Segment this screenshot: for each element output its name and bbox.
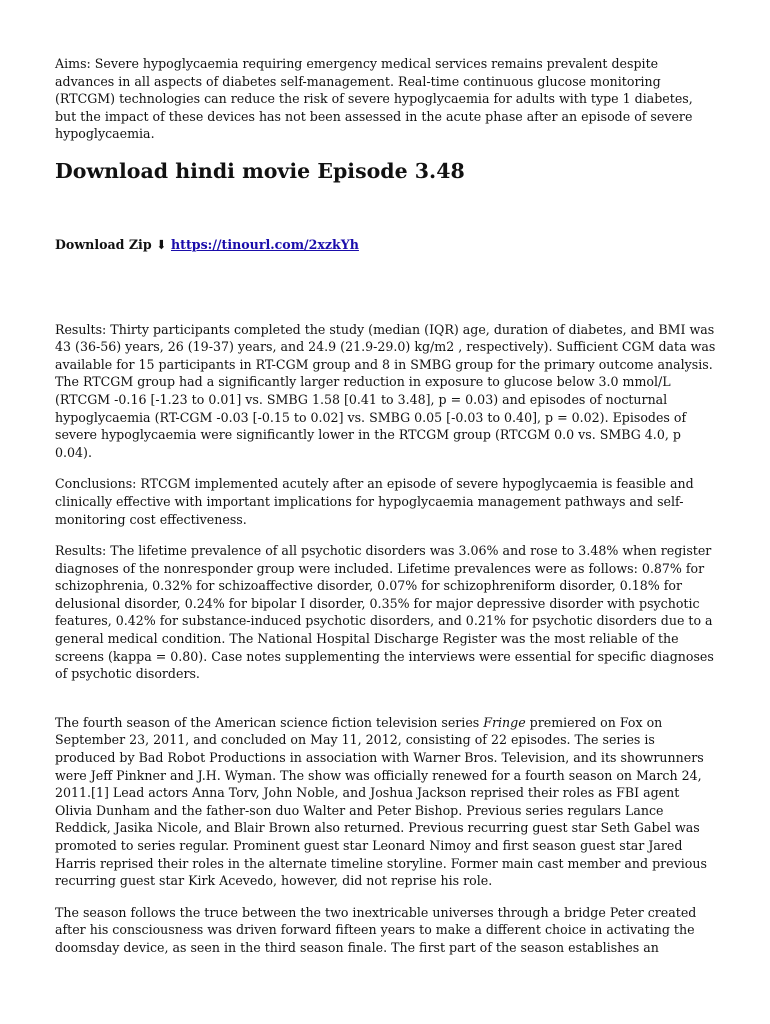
download-icon: ⬇ <box>156 236 167 252</box>
download-line <box>55 236 717 254</box>
results-paragraph-2: Results: The lifetime prevalence of all psychotic disorders was 3.06% and rose to 3.48% when register diagnoses of the nonresponder group were included. Lifetime prevalences were as follows: 0.87% for schizophrenia, 0.32% for schizoaffective disorder, 0.07% for schizophreniform disorder, 0.18% for delusional disorder, 0.24% for bipolar I disorder, 0.35% for major depressive disorder with psychotic features, 0.42% for substance-induced psychotic disorders, and 0.21% for psychotic disorders due to a general medical condition. The National Hospital Discharge Register was the most reliable of the screens (kappa = 0.80). Case notes supplementing the interviews were essential for specific diagnoses of psychotic disorders. <box>55 543 714 682</box>
article-body <box>55 55 717 957</box>
download-label: Download Zip <box>55 236 152 252</box>
fringe-text-after: premiered on Fox on September 23, 2011, and concluded on May 11, 2012, consisting of 22 episodes. The series is produced by Bad Robot Productions in association with Warner Bros. Television, and its showrunners were Jeff Pinkner and J.H. Wyman. The show was officially renewed for a fourth season on March 24, 2011.[1] Lead actors Anna Torv, John Noble, and Joshua Jackson reprised their roles as FBI agent Olivia Dunham and the father-son duo Walter and Peter Bishop. Previous series regulars Lance Reddick, Jasika Nicole, and Blair Brown also returned. Previous recurring guest star Seth Gabel was promoted to series regular. Prominent guest star Leonard Nimoy and first season guest star Jared Harris reprised their roles in the alternate timeline storyline. Former main cast member and previous recurring guest star Kirk Acevedo, however, did not reprise his role. <box>55 714 707 889</box>
fringe-paragraph <box>55 714 717 890</box>
page-title: Download hindi movie Episode 3.48 <box>55 158 465 183</box>
download-link[interactable]: https://tinourl.com/2xzkYh <box>170 236 359 252</box>
season-paragraph: The season follows the truce between the two inextricable universes through a bridge Peter created after his consciousness was driven forward fifteen years to make a different choice in activating the doomsday device, as seen in the third season finale. The first part of the season establishes an <box>55 904 697 955</box>
conclusions-paragraph: Conclusions: RTCGM implemented acutely after an episode of severe hypoglycaemia is feasible and clinically effective with important implications for hypoglycaemia management pathways and self-monitoring cost effectiveness. <box>55 476 694 527</box>
results-paragraph-1: Results: Thirty participants completed the study (median (IQR) age, duration of diabetes, and BMI was 43 (36-56) years, 26 (19-37) years, and 24.9 (21.9-29.0) kg/m2 , respectively). Sufficient CGM data was available for 15 participants in RT-CGM group and 8 in SMBG group for the primary outcome analysis. The RTCGM group had a significantly larger reduction in exposure to glucose below 3.0 mmol/L (RTCGM -0.16 [-1.23 to 0.01] vs. SMBG 1.58 [0.41 to 3.48], p = 0.03) and episodes of nocturnal hypoglycaemia (RT-CGM -0.03 [-0.15 to 0.02] vs. SMBG 0.05 [-0.03 to 0.40], p = 0.02). Episodes of severe hypoglycaemia were significantly lower in the RTCGM group (RTCGM 0.0 vs. SMBG 4.0, p 0.04). <box>55 321 716 460</box>
fringe-text-before: The fourth season of the American science fiction television series <box>55 714 484 730</box>
fringe-title: Fringe <box>483 714 526 730</box>
aims-paragraph: Aims: Severe hypoglycaemia requiring emergency medical services remains prevalent despite advances in all aspects of diabetes self-management. Real-time continuous glucose monitoring (RTCGM) technologies can reduce the risk of severe hypoglycaemia for adults with type 1 diabetes, but the impact of these devices has not been assessed in the acute phase after an episode of severe hypoglycaemia. <box>55 56 693 142</box>
